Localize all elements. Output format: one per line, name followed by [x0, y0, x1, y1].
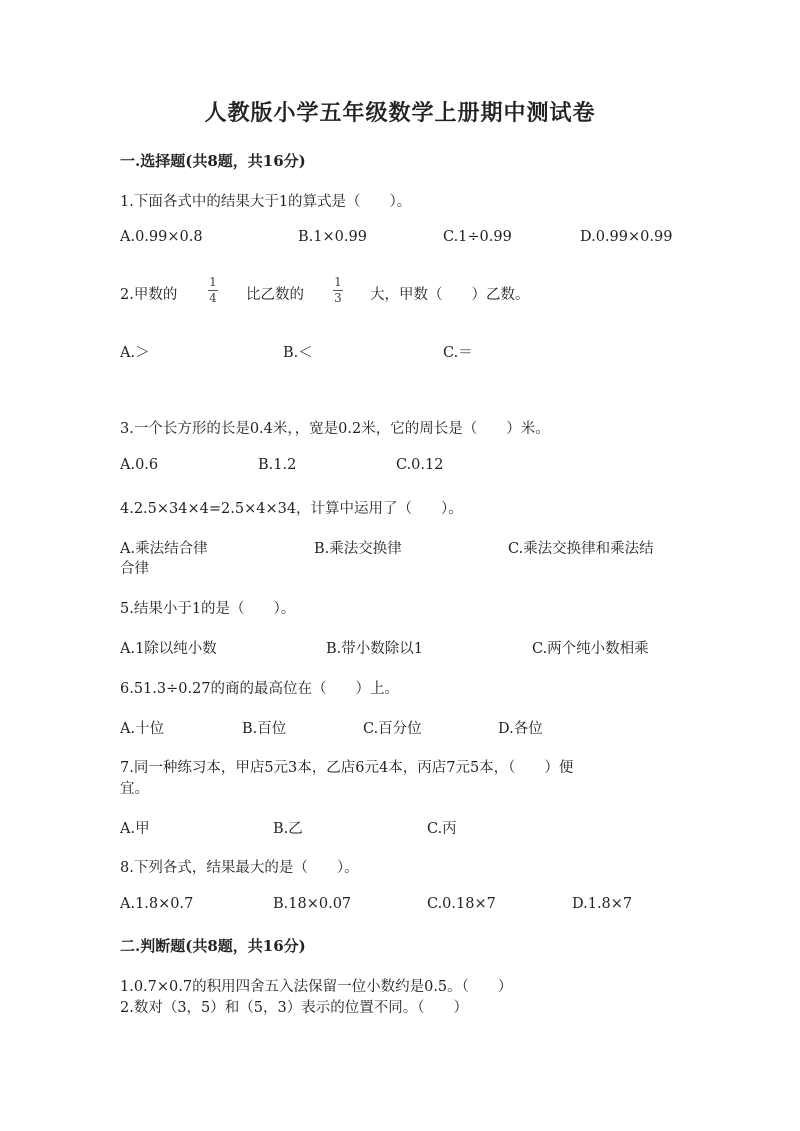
section-heading-judgement: 二.判断题(共8题，共16分) — [120, 937, 306, 955]
judgement-question-1: 1.0.7×0.7的积用四舍五入法保留一位小数约是0.5。（ ） — [120, 979, 513, 995]
fraction-denominator: 4 — [209, 291, 217, 305]
question-2-stem-part-3: 大，甲数（ ）乙数。 — [370, 287, 530, 303]
fraction-denominator: 3 — [334, 291, 342, 305]
page-title: 人教版小学五年级数学上册期中测试卷 — [204, 100, 596, 126]
fraction-one-third — [333, 276, 343, 305]
question-6-stem: 6.51.3÷0.27的商的最高位在（ ）上。 — [120, 681, 400, 697]
question-4-stem: 4.2.5×34×4=2.5×4×34，计算中运用了（ ）。 — [120, 501, 463, 517]
section-heading-choice: 一.选择题(共8题，共16分) — [120, 152, 306, 170]
question-1-option-b: B.1×0.99 — [298, 229, 367, 245]
question-8-option-d: D.1.8×7 — [572, 896, 633, 912]
question-5-option-a: A.1除以纯小数 — [120, 641, 217, 657]
question-4-option-a: A.乘法结合律 — [120, 541, 208, 557]
question-5-option-c: C.两个纯小数相乘 — [532, 641, 649, 657]
question-8-stem: 8.下列各式，结果最大的是（ ）。 — [120, 860, 359, 876]
question-7-stem: 7.同一种练习本，甲店5元3本，乙店6元4本，丙店7元5本，（ ）便 — [120, 760, 574, 776]
question-7-option-a: A.甲 — [120, 821, 150, 837]
fraction-numerator: 1 — [209, 275, 217, 289]
question-4-option-b: B.乘法交换律 — [314, 541, 402, 557]
question-6-option-a: A.十位 — [120, 721, 165, 737]
question-3-stem: 3.一个长方形的长是0.4米，，宽是0.2米，它的周长是（ ）米。 — [120, 421, 550, 437]
question-7-stem-wrap: 宜。 — [120, 781, 149, 797]
question-6-option-b: B.百位 — [242, 721, 287, 737]
question-2-option-b: B.＜ — [283, 345, 313, 361]
judgement-question-2: 2.数对（3，5）和（5，3）表示的位置不同。（ ） — [120, 1000, 468, 1016]
question-1-option-d: D.0.99×0.99 — [580, 229, 673, 245]
question-8-option-a: A.1.8×0.7 — [120, 896, 194, 912]
question-2-option-c: C.＝ — [443, 345, 473, 361]
question-2-stem-part-2: 比乙数的 — [246, 287, 304, 303]
question-2-stem-part-1: 2.甲数的 — [120, 287, 178, 303]
question-1-stem: 1.下面各式中的结果大于1的算式是（ ）。 — [120, 194, 412, 210]
question-1-option-a: A.0.99×0.8 — [120, 229, 203, 245]
question-5-stem: 5.结果小于1的是（ ）。 — [120, 601, 296, 617]
question-7-option-c: C.丙 — [427, 821, 457, 837]
question-1-option-c: C.1÷0.99 — [443, 229, 512, 245]
question-3-option-a: A.0.6 — [120, 457, 159, 473]
question-8-option-b: B.18×0.07 — [273, 896, 352, 912]
question-6-option-d: D.各位 — [498, 721, 543, 737]
question-3-option-c: C.0.12 — [396, 457, 444, 473]
fraction-one-quarter — [208, 276, 218, 305]
question-2-option-a: A.＞ — [120, 345, 150, 361]
question-3-option-b: B.1.2 — [258, 457, 297, 473]
question-4-option-c: C.乘法交换律和乘法结 — [508, 541, 654, 557]
question-7-option-b: B.乙 — [273, 821, 303, 837]
question-6-option-c: C.百分位 — [363, 721, 422, 737]
question-4-option-c-wrap: 合律 — [120, 561, 149, 577]
question-5-option-b: B.带小数除以1 — [326, 641, 423, 657]
question-8-option-c: C.0.18×7 — [427, 896, 496, 912]
fraction-numerator: 1 — [334, 275, 342, 289]
